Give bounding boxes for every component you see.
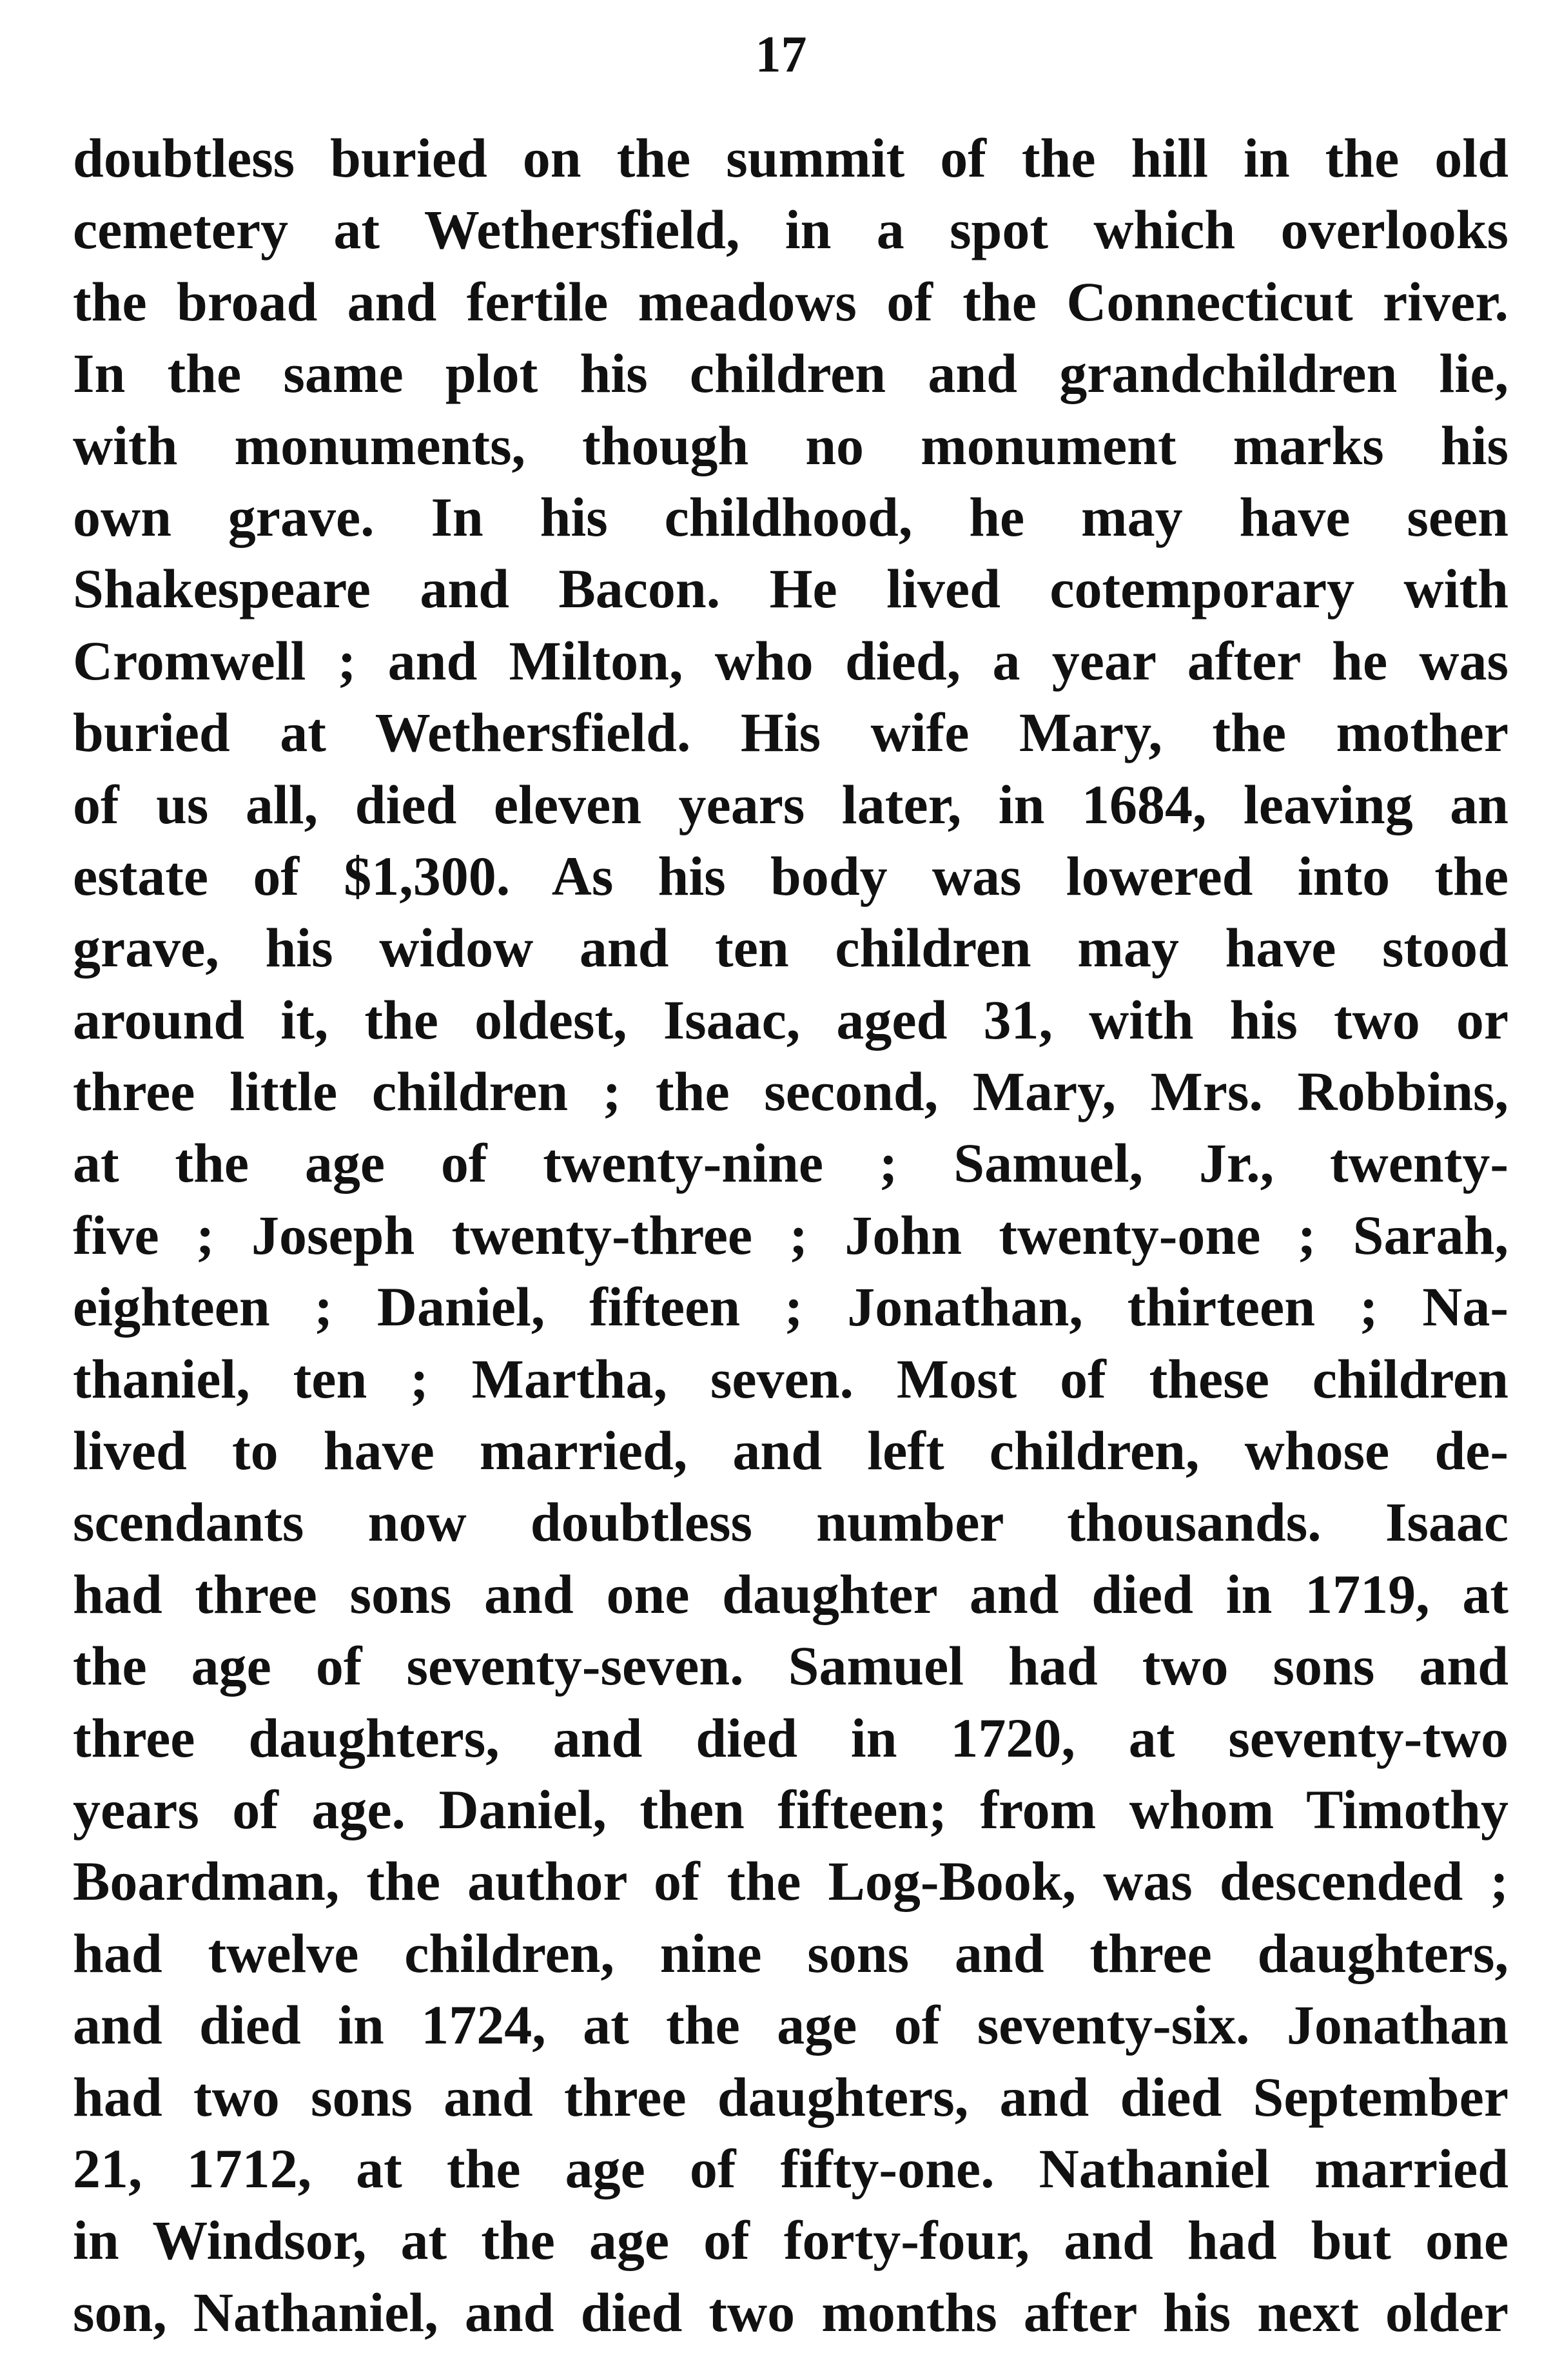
text-line: grave, his widow and ten children may have stood — [73, 917, 1508, 979]
text-line: in Windsor, at the age of forty-four, and had but one — [73, 2209, 1508, 2272]
text-line: Cromwell ; and Milton, who died, a year after he was — [73, 629, 1508, 692]
text-line: buried at Wethersfield. His wife Mary, the mother — [73, 701, 1508, 764]
text-line: had two sons and three daughters, and died September — [73, 2065, 1508, 2128]
text-line: at the age of twenty-nine ; Samuel, Jr., twenty- — [73, 1132, 1508, 1195]
text-line: had twelve children, nine sons and three daughters, — [73, 1922, 1508, 1984]
text-line: of us all, died eleven years later, in 1684, leaving an — [73, 773, 1508, 835]
text-line: three daughters, and died in 1720, at seventy-two — [73, 1706, 1508, 1769]
text-line: years of age. Daniel, then fifteen; from whom Timothy — [73, 1778, 1508, 1840]
text-line: estate of $1,300. As his body was lowered into the — [73, 844, 1508, 907]
text-line: had three sons and one daughter and died in 1719, at — [73, 1563, 1508, 1625]
text-line: with monuments, though no monument marks his — [73, 414, 1508, 476]
text-line: five ; Joseph twenty-three ; John twenty-one ; Sarah, — [73, 1204, 1508, 1266]
text-line: eighteen ; Daniel, fifteen ; Jonathan, thirteen ; Na- — [73, 1276, 1508, 1338]
text-line: doubtless buried on the summit of the hill in the old — [73, 127, 1508, 189]
text-line: son, Nathaniel, and died two months after his next older — [73, 2281, 1508, 2343]
text-line: Boardman, the author of the Log-Book, was descended ; — [73, 1850, 1508, 1913]
text-line: thaniel, ten ; Martha, seven. Most of these children — [73, 1347, 1508, 1410]
text-line: the age of seventy-seven. Samuel had two sons and — [73, 1635, 1508, 1697]
body-text — [73, 122, 1508, 2348]
text-line: own grave. In his childhood, he may have seen — [73, 485, 1508, 548]
text-line: cemetery at Wethersfield, in a spot which overlooks — [73, 199, 1508, 261]
text-line: scendants now doubtless number thousands. Isaac — [73, 1491, 1508, 1554]
text-line: 21, 1712, at the age of fifty-one. Nathaniel married — [73, 2137, 1508, 2200]
text-line: the broad and fertile meadows of the Connecticut river. — [73, 270, 1508, 333]
text-line: three little children ; the second, Mary, Mrs. Robbins, — [73, 1060, 1508, 1123]
text-line: In the same plot his children and grandchildren lie, — [73, 342, 1508, 405]
page-number: 17 — [755, 26, 807, 83]
text-line: Shakespeare and Bacon. He lived cotemporary with — [73, 558, 1508, 620]
text-line: and died in 1724, at the age of seventy-six. Jonathan — [73, 1994, 1508, 2056]
text-line: around it, the oldest, Isaac, aged 31, with his two or — [73, 988, 1508, 1051]
text-line: lived to have married, and left children, whose de- — [73, 1419, 1508, 1482]
